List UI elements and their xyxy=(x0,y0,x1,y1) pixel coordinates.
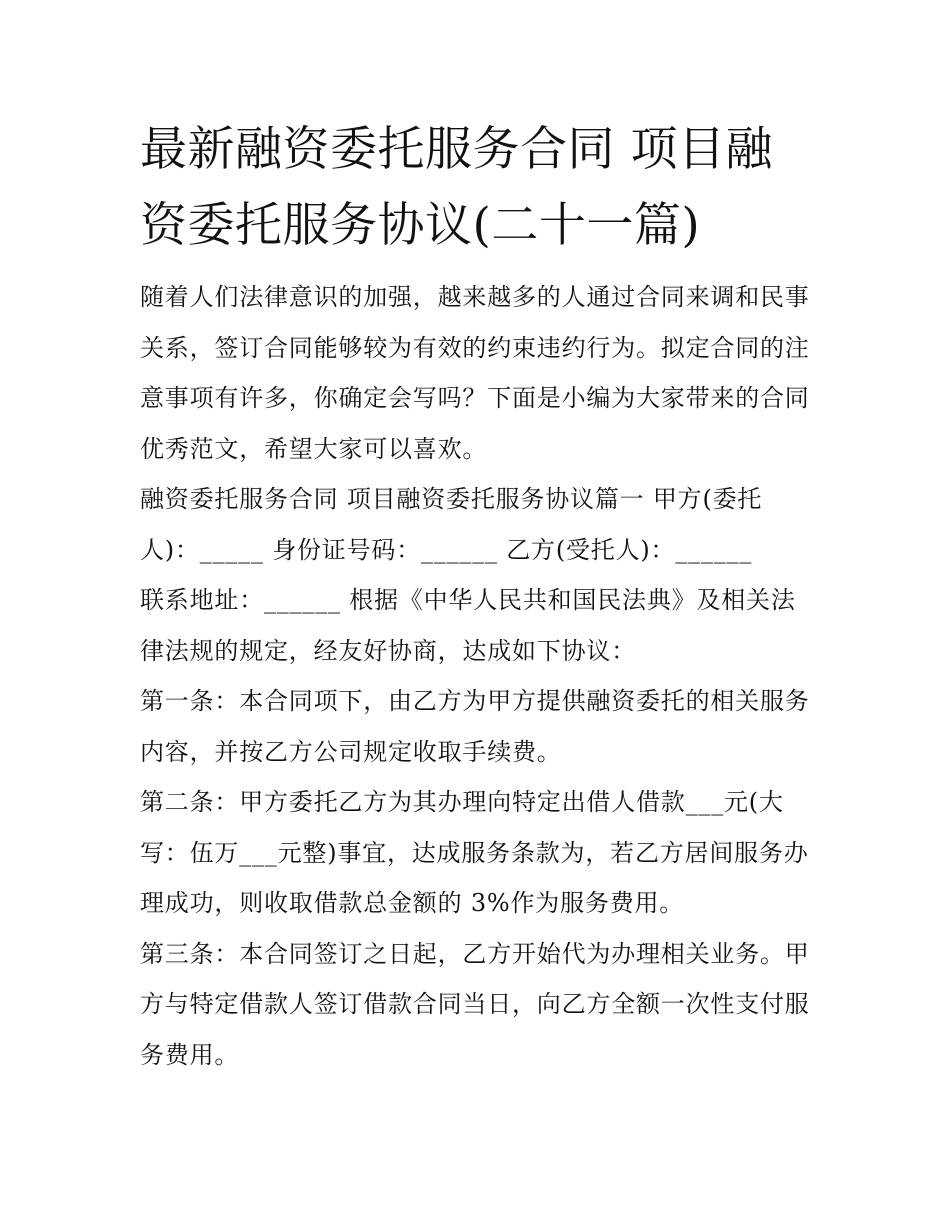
text-line: 内容，并按乙方公司规定收取手续费。 xyxy=(140,737,562,766)
document-title xyxy=(140,112,820,264)
text-line: 第二条：甲方委托乙方为其办理向特定出借人借款___元(大 xyxy=(140,788,784,816)
title-line: 最新融资委托服务合同 项目融 xyxy=(140,122,773,177)
text-line: 融资委托服务合同 项目融资委托服务协议篇一 甲方(委托 xyxy=(140,485,763,513)
text-line: 第一条：本合同项下，由乙方为甲方提供融资委托的相关服务 xyxy=(140,687,810,715)
text-line: 律法规的规定，经友好协商，达成如下协议： xyxy=(140,636,636,665)
text-line: 方与特定借款人签订借款合同当日，向乙方全额一次性支付服 xyxy=(140,990,810,1018)
text-line: 联系地址：______ 根据《中华人民共和国民法典》及相关法 xyxy=(140,586,796,614)
text-line: 人)：_____ 身份证号码：______ 乙方(受托人)：______ xyxy=(140,535,753,564)
parties-paragraph xyxy=(140,474,820,676)
article-1-paragraph xyxy=(140,676,820,777)
text-line: 关系，签订合同能够较为有效的约束违约行为。拟定合同的注 xyxy=(140,333,810,362)
document-page xyxy=(140,112,820,1080)
text-line: 写：伍万___元整)事宜，达成服务条款为，若乙方居间服务办 xyxy=(140,838,809,867)
text-line: 务费用。 xyxy=(140,1040,240,1069)
text-line: 意事项有许多，你确定会写吗？下面是小编为大家带来的合同 xyxy=(140,384,810,412)
intro-paragraph xyxy=(140,272,820,474)
text-line: 第三条：本合同签订之日起，乙方开始代为办理相关业务。甲 xyxy=(140,939,810,968)
article-2-paragraph xyxy=(140,777,820,929)
text-line: 理成功，则收取借款总金额的 3%作为服务费用。 xyxy=(140,889,685,917)
article-3-paragraph xyxy=(140,929,820,1081)
text-line: 随着人们法律意识的加强，越来越多的人通过合同来调和民事 xyxy=(140,283,810,311)
text-line: 优秀范文，希望大家可以喜欢。 xyxy=(140,434,488,463)
title-line: 资委托服务协议(二十一篇) xyxy=(140,198,701,253)
document-body xyxy=(140,272,820,1080)
